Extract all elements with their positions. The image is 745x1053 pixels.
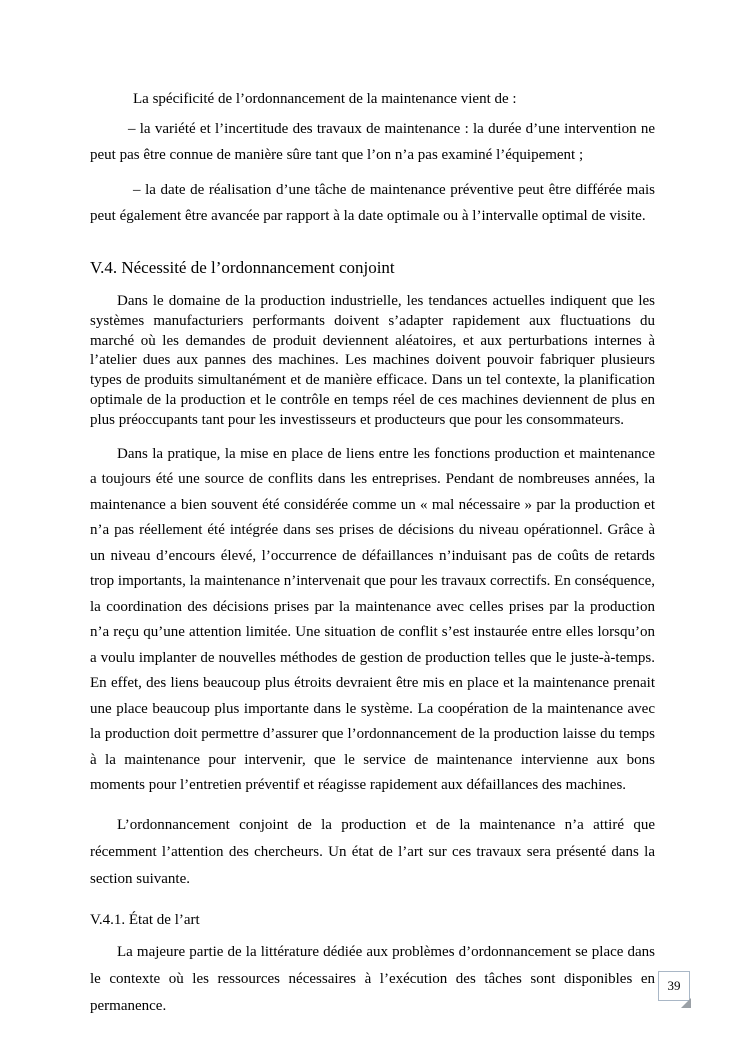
- paragraph-litterature: La majeure partie de la littérature dédiée aux problèmes d’ordonnancement se place dans le contexte où les ressources nécessaires à l’exécution des tâches sont disponibles en permanence.: [90, 943, 655, 1014]
- subsection-heading: V.4.1. État de l’art: [90, 911, 200, 928]
- page-number-box: [658, 971, 690, 1001]
- paragraph-ordonnancement-conjoint: L’ordonnancement conjoint de la production et de la maintenance n’a attiré que récemment l’attention des chercheurs. Un état de l’art sur ces travaux sera présenté dans la section suivante.: [90, 816, 655, 887]
- bullet-item-variety: – la variété et l’incertitude des travaux de maintenance : la durée d’une intervention ne peut pas être connue de manière sûre tant que l’on n’a pas examiné l’équipement ;: [90, 121, 655, 163]
- intro-line: La spécificité de l’ordonnancement de la maintenance vient de :: [133, 91, 517, 107]
- page-number: 39: [667, 978, 681, 993]
- page-content: [90, 86, 655, 1020]
- section-heading: V.4. Nécessité de l’ordonnancement conjoint: [90, 258, 395, 277]
- paragraph-production-industrielle: Dans le domaine de la production industrielle, les tendances actuelles indiquent que les systèmes manufacturiers performants doivent s’adapter rapidement aux fluctuations du marché où les demandes de produit deviennent aléatoires, et aux perturbations internes à l’atelier dues aux pannes des machines. Les machines doivent pouvoir fabriquer plusieurs types de produits simultanément et de manière efficace. Dans un tel contexte, la planification optimale de la production et le contrôle en temps réel de ces machines deviennent de plus en plus préoccupants tant pour les investisseurs et producteurs que pour les consommateurs.: [90, 293, 655, 428]
- folded-corner-icon: [681, 998, 691, 1008]
- bullet-item-date: – la date de réalisation d’une tâche de maintenance préventive peut être différée mais peut également être avancée par rapport à la date optimale ou à l’intervalle optimal de visite.: [90, 182, 655, 224]
- paragraph-pratique-conflits: Dans la pratique, la mise en place de liens entre les fonctions production et maintenance a toujours été une source de conflits dans les entreprises. Pendant de nombreuses années, la maintenance a bien souvent été considérée comme un « mal nécessaire » par la production et n’a pas réellement été intégrée dans ses prises de décisions du niveau opérationnel. Grâce à un niveau d’encours élevé, l’occurrence de défaillances n’induisant pas de coûts de retards trop importants, la maintenance n’intervenait que pour les travaux correctifs. En conséquence, la coordination des décisions prises par la maintenance avec celles prises par la production n’a reçu qu’une attention limitée. Une situation de conflit s’est instaurée entre elles lorsqu’on a voulu implanter de nouvelles méthodes de gestion de production telles que le juste-à-temps. En effet, des liens beaucoup plus étroits devraient être mis en place et la maintenance prenait une place beaucoup plus importante dans le système. La coopération de la maintenance avec la production doit permettre d’assurer que l’ordonnancement de la production laisse du temps à la maintenance pour intervenir, que le service de maintenance intervienne aux bons moments pour l’entretien préventif et réagisse rapidement aux défaillances des machines.: [90, 445, 655, 794]
